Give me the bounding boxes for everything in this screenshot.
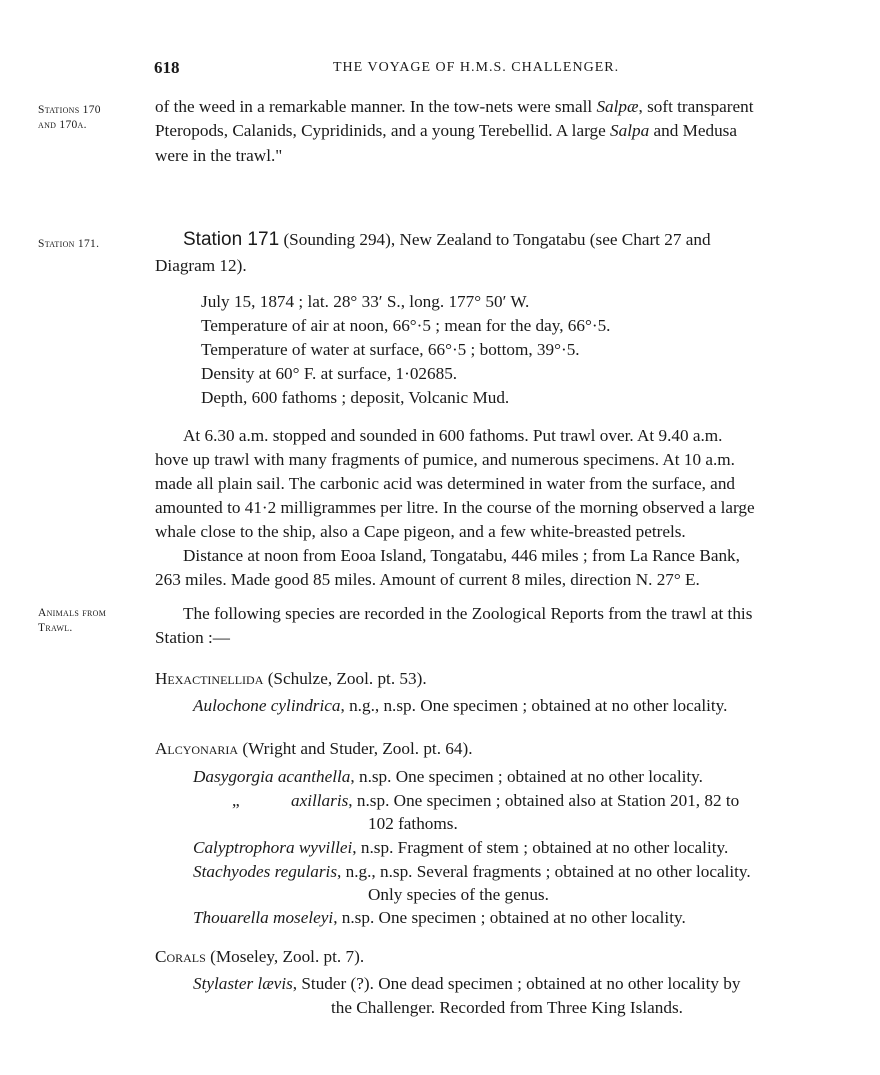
species-name: Aulochone cylindrica — [193, 696, 341, 715]
species-entry-ditto — [232, 789, 240, 813]
species-name: axillaris — [291, 791, 349, 810]
species-entry-continuation: Only species of the genus. — [368, 885, 549, 904]
station-detail-date: July 15, 1874 ; lat. 28° 33′ S., long. 177° 50′ W. — [201, 292, 530, 311]
group-heading-hexactinellida: Hexactinellida (Schulze, Zool. pt. 53). — [155, 669, 427, 688]
species-entry: Stylaster lævis, Studer (?). One dead specimen ; obtained at no other locality by — [193, 974, 741, 993]
narrative-line: 263 miles. Made good 85 miles. Amount of current 8 miles, direction N. 27° E. — [155, 570, 700, 589]
station-detail-water-temp: Temperature of water at surface, 66°·5 ; bottom, 39°·5. — [201, 340, 580, 359]
narrative-line: At 6.30 a.m. stopped and sounded in 600 fathoms. Put trawl over. At 9.40 a.m. — [183, 426, 723, 445]
sidenote-line: Stations 170 — [38, 104, 101, 116]
narrative-line: made all plain sail. The carbonic acid was determined in water from the surface, and — [155, 474, 736, 493]
species-name: Calyptrophora wyvillei — [193, 838, 353, 857]
station-detail-depth: Depth, 600 fathoms ; deposit, Volcanic Mud. — [201, 388, 510, 407]
species-entry: Thouarella moseleyi, n.sp. One specimen ; obtained at no other locality. — [193, 908, 686, 927]
sidenote-stations-170 — [38, 103, 101, 133]
species-entry-continuation: 102 fathoms. — [368, 814, 458, 833]
narrative-line: Station :— — [155, 628, 230, 647]
narrative-line: whale close to the ship, also a Cape pigeon, and a few white-breasted petrels. — [155, 522, 686, 541]
page-number: 618 — [154, 58, 180, 77]
narrative-line: The following species are recorded in the Zoological Reports from the trawl at this — [183, 604, 753, 623]
species-entry-continuation: the Challenger. Recorded from Three King Islands. — [331, 998, 683, 1017]
sidenote-line: and 170a. — [38, 119, 87, 131]
species-entry: Aulochone cylindrica, n.g., n.sp. One specimen ; obtained at no other locality. — [193, 696, 728, 715]
species-name: Stachyodes regularis — [193, 862, 338, 881]
sidenote-line: Animals from — [38, 607, 107, 619]
species-name: Stylaster lævis — [193, 974, 293, 993]
species-entry: axillaris, n.sp. One specimen ; obtained also at Station 201, 82 to — [291, 791, 740, 810]
continuation-line-3: were in the trawl." — [155, 146, 283, 165]
station-heading: Station 171 (Sounding 294), New Zealand to Tongatabu (see Chart 27 and — [183, 229, 711, 250]
species-entry: Dasygorgia acanthella, n.sp. One specimen ; obtained at no other locality. — [193, 767, 703, 786]
continuation-line-1: of the weed in a remarkable manner. In the tow-nets were small Salpæ, soft transparent — [155, 97, 754, 116]
sidenote-animals-from-trawl — [38, 606, 106, 636]
station-heading-line-2: Diagram 12). — [155, 256, 247, 275]
station-detail-air-temp: Temperature of air at noon, 66°·5 ; mean for the day, 66°·5. — [201, 316, 611, 335]
narrative-line: amounted to 41·2 milligrammes per litre. In the course of the morning observed a large — [155, 498, 755, 517]
species-entry: Stachyodes regularis, n.g., n.sp. Several fragments ; obtained at no other locality. — [193, 862, 751, 881]
species-name: Dasygorgia acanthella — [193, 767, 351, 786]
running-title: THE VOYAGE OF H.M.S. CHALLENGER. — [333, 60, 620, 75]
species-entry: Calyptrophora wyvillei, n.sp. Fragment of stem ; obtained at no other locality. — [193, 838, 729, 857]
sidenote-station-171: Station 171. — [38, 238, 100, 250]
continuation-line-2: Pteropods, Calanids, Cypridinids, and a young Terebellid. A large Salpa and Medusa — [155, 121, 737, 140]
station-title: Station 171 — [183, 229, 280, 250]
sidenote-line: Trawl. — [38, 622, 73, 634]
station-detail-density: Density at 60° F. at surface, 1·02685. — [201, 364, 458, 383]
species-name: Thouarella moseleyi — [193, 908, 334, 927]
narrative-line: hove up trawl with many fragments of pumice, and numerous specimens. At 10 a.m. — [155, 450, 735, 469]
group-heading-corals: Corals (Moseley, Zool. pt. 7). — [155, 947, 365, 966]
narrative-line: Distance at noon from Eooa Island, Tongatabu, 446 miles ; from La Rance Bank, — [183, 546, 740, 565]
ditto-mark: „ — [232, 791, 240, 810]
group-heading-alcyonaria: Alcyonaria (Wright and Studer, Zool. pt. 64). — [155, 739, 473, 758]
